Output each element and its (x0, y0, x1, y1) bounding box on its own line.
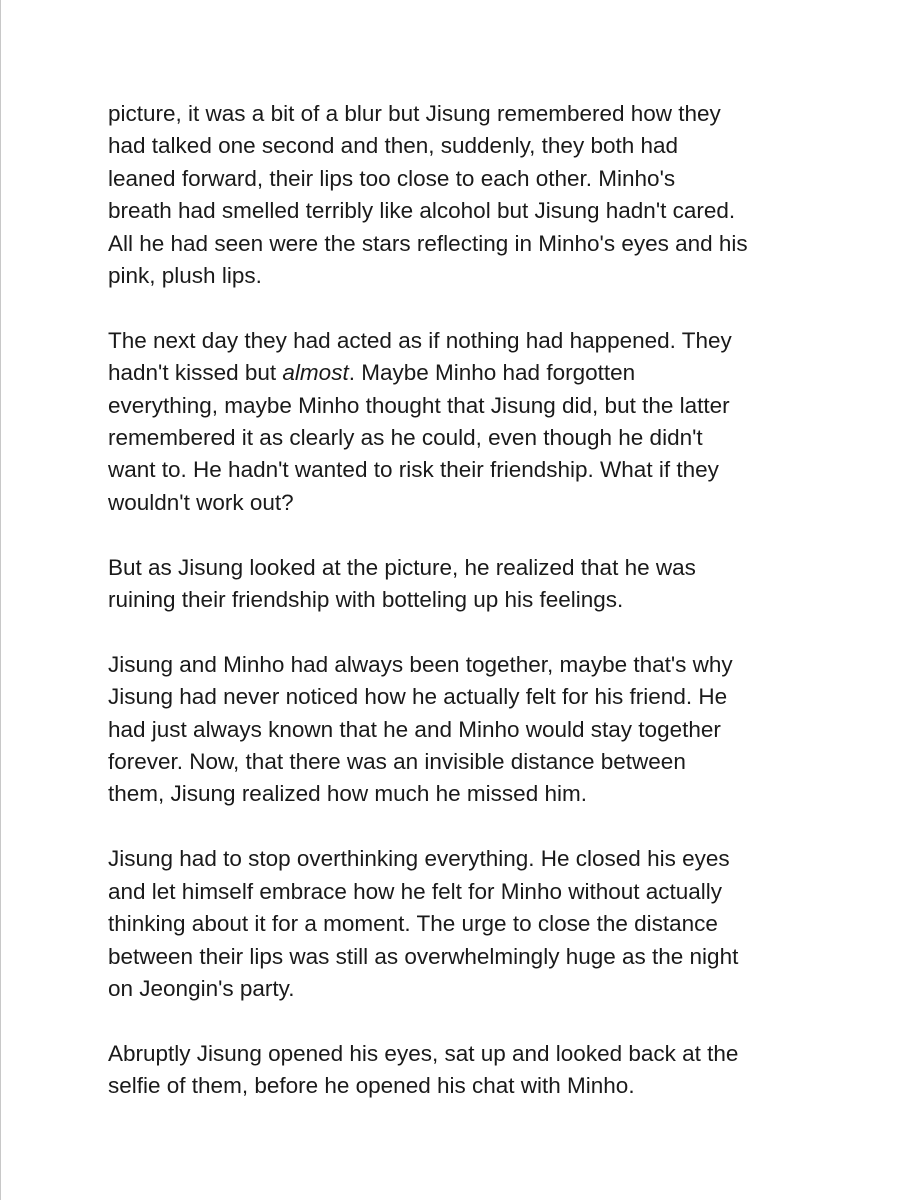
text-line: ruining their friendship with botteling up his feelings. (108, 587, 624, 613)
text-segment: hadn't kissed but (108, 360, 283, 386)
text-line: thinking about it for a moment. The urge to close the distance (108, 911, 718, 937)
text-line: them, Jisung realized how much he missed him. (108, 781, 587, 807)
text-line: Jisung had never noticed how he actually felt for his friend. He (108, 684, 728, 710)
text-line: picture, it was a bit of a blur but Jisung remembered how they (108, 101, 721, 126)
document-body (108, 98, 808, 1135)
text-line: Abruptly Jisung opened his eyes, sat up and looked back at the (108, 1040, 739, 1066)
text-line-with-emphasis (108, 357, 808, 389)
text-segment: . Maybe Minho had forgotten (348, 360, 636, 386)
text-line: forever. Now, that there was an invisible distance between (108, 749, 686, 775)
text-line: had talked one second and then, suddenly, they both had (108, 133, 679, 159)
text-line: on Jeongin's party. (108, 975, 295, 1001)
text-line: remembered it as clearly as he could, even though he didn't (108, 425, 703, 451)
text-line: between their lips was still as overwhelmingly huge as the night (108, 943, 739, 969)
paragraph-4 (108, 649, 808, 811)
text-line: But as Jisung looked at the picture, he realized that he was (108, 554, 696, 580)
text-line: and let himself embrace how he felt for Minho without actually (108, 878, 723, 904)
text-line: breath had smelled terribly like alcohol but Jisung hadn't cared. (108, 198, 736, 224)
text-line: Jisung had to stop overthinking everything. He closed his eyes (108, 846, 730, 872)
text-line: All he had seen were the stars reflecting in Minho's eyes and his (108, 230, 748, 256)
paragraph-3 (108, 552, 808, 617)
paragraph-1 (108, 98, 808, 292)
italic-emphasis: almost (282, 360, 349, 386)
text-line: Jisung and Minho had always been together, maybe that's why (108, 651, 733, 677)
paragraph-2 (108, 325, 808, 519)
text-line: wouldn't work out? (108, 489, 294, 515)
text-line: everything, maybe Minho thought that Jisung did, but the latter (108, 392, 730, 418)
text-line: leaned forward, their lips too close to each other. Minho's (108, 165, 676, 191)
text-line: selfie of them, before he opened his chat with Minho. (108, 1073, 635, 1099)
paragraph-5 (108, 843, 808, 1005)
text-line: want to. He hadn't wanted to risk their friendship. What if they (108, 457, 719, 483)
text-line: The next day they had acted as if nothing had happened. They (108, 327, 732, 353)
paragraph-6 (108, 1038, 808, 1103)
text-line: had just always known that he and Minho would stay together (108, 716, 721, 742)
text-line: pink, plush lips. (108, 263, 262, 289)
